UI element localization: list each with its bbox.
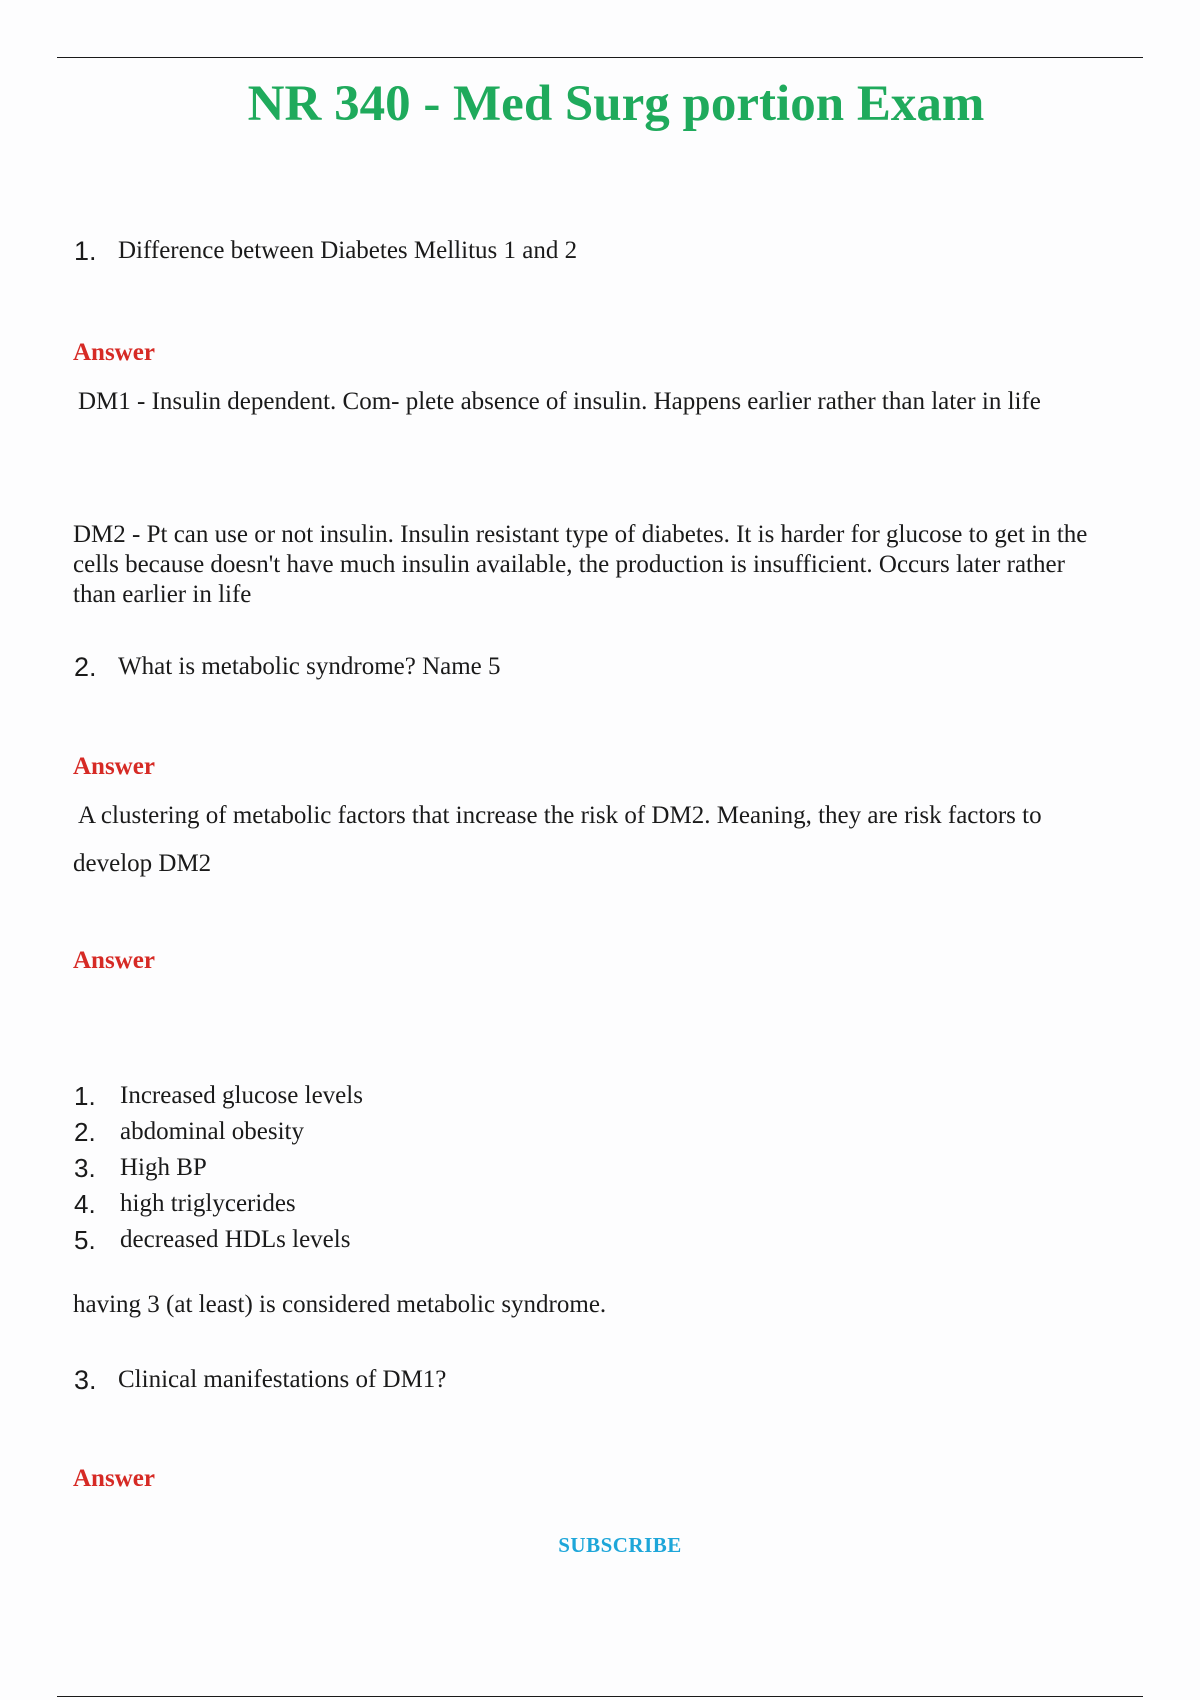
list-item: 5. decreased HDLs levels <box>74 1225 351 1255</box>
bottom-rule <box>57 1696 1143 1697</box>
answer-text: A clustering of metabolic factors that increase the risk of DM2. Meaning, they are risk factors to develop DM2 <box>73 802 1042 877</box>
metabolic-note: having 3 (at least) is considered metabolic syndrome. <box>73 1291 607 1318</box>
question-number: 3. <box>74 1365 97 1395</box>
list-item: 2. abdominal obesity <box>74 1117 304 1147</box>
question-text: What is metabolic syndrome? Name 5 <box>118 653 501 680</box>
answer-label: Answer <box>73 753 155 780</box>
answer-label: Answer <box>73 1465 155 1492</box>
question-text: Difference between Diabetes Mellitus 1 and 2 <box>118 237 578 264</box>
list-item: 3. High BP <box>74 1153 207 1183</box>
question-number: 1. <box>74 236 97 266</box>
top-rule <box>57 57 1143 58</box>
answer-text: DM1 - Insulin dependent. Com- plete absence of insulin. Happens earlier rather than later in life <box>78 388 1041 415</box>
question-text: Clinical manifestations of DM1? <box>118 1366 447 1393</box>
answer-label-2: Answer <box>73 947 155 974</box>
question-number: 2. <box>74 652 97 682</box>
metabolic-factors-list <box>74 1078 674 1258</box>
answer-extra-text: DM2 - Pt can use or not insulin. Insulin resistant type of diabetes. It is harder for glucose to get in the cells because doesn't have much insulin available, the production is insufficient. Occurs later rather than earlier in life <box>73 521 1088 608</box>
answer-label: Answer <box>73 339 155 366</box>
list-item: 1. Increased glucose levels <box>74 1081 363 1111</box>
subscribe-link[interactable]: SUBSCRIBE <box>558 1533 682 1557</box>
list-item: 4. high triglycerides <box>74 1189 296 1219</box>
page-title: NR 340 - Med Surg portion Exam <box>247 76 985 132</box>
